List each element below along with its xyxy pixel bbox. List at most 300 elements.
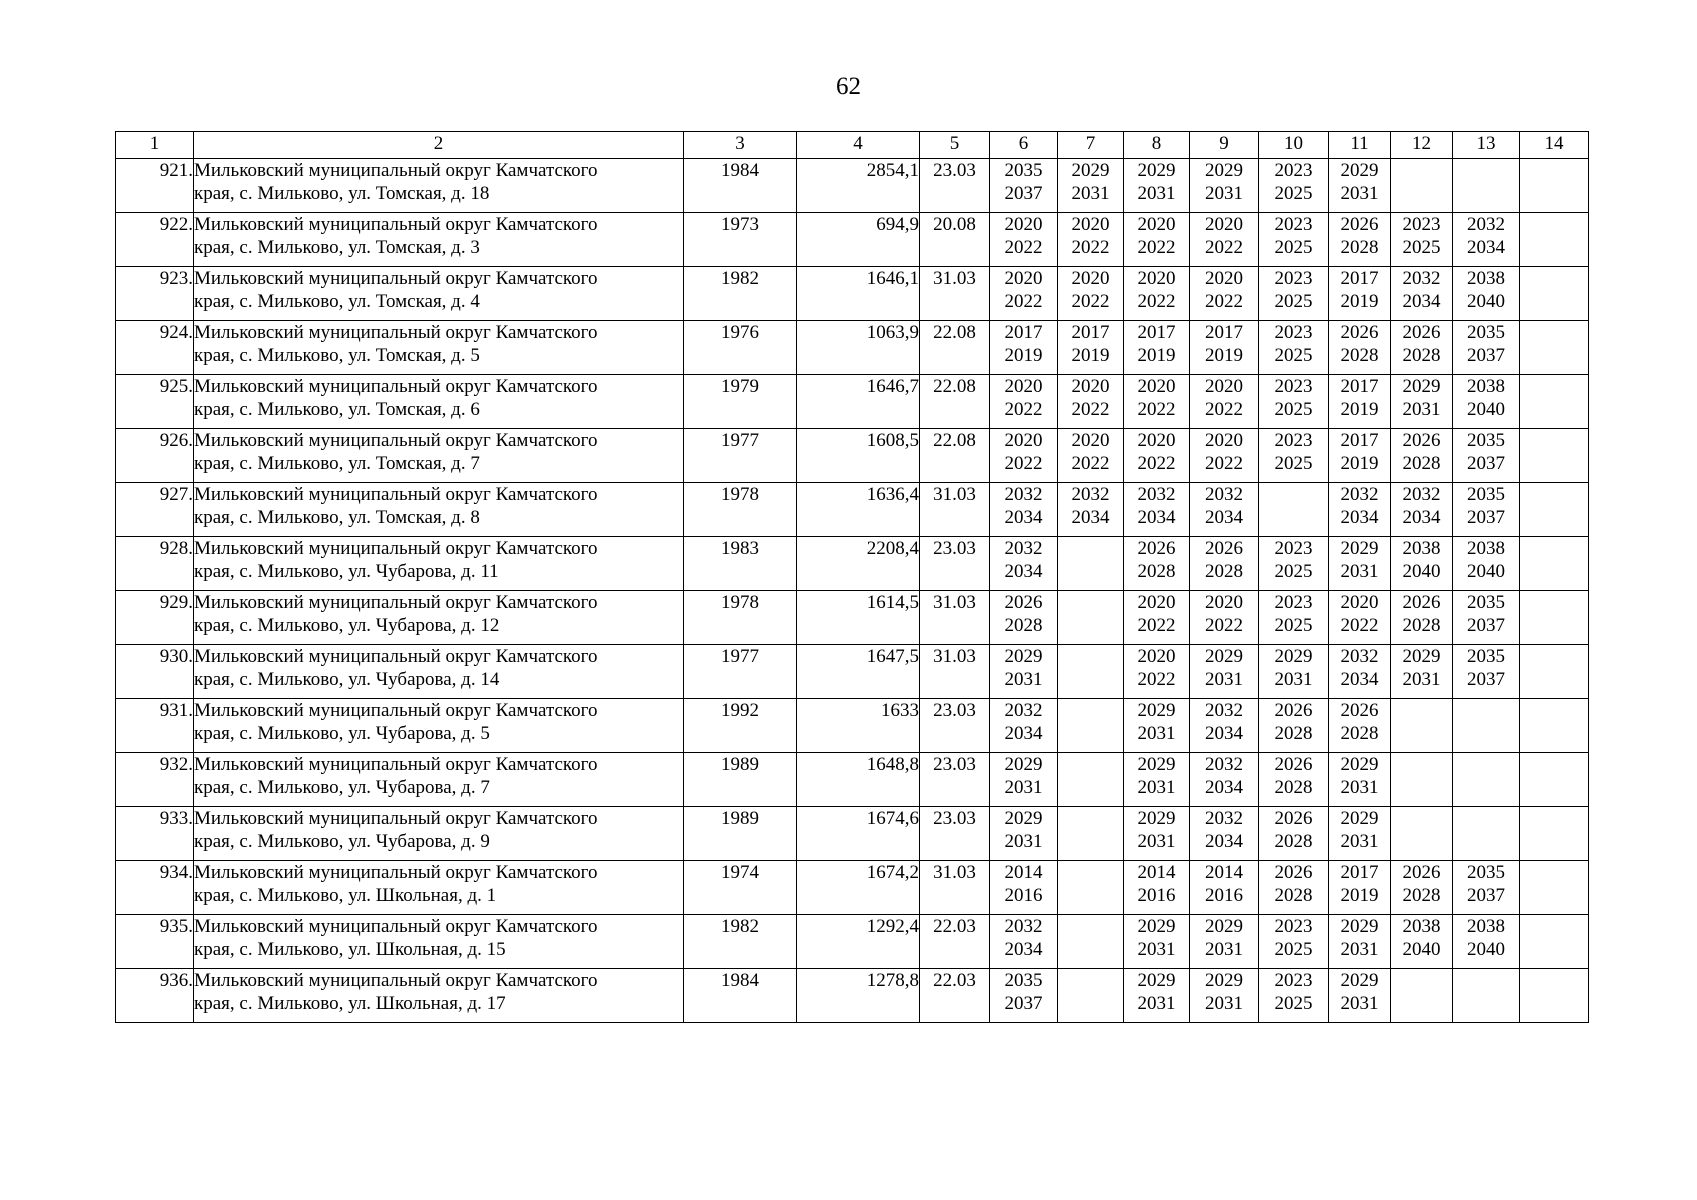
address-cell-line: края, с. Мильково, ул. Чубарова, д. 12 <box>194 615 500 636</box>
row-number-cell-line: 931. <box>159 700 193 721</box>
period-cell <box>1190 159 1259 213</box>
period-cell-line: 2029 <box>1340 538 1379 559</box>
period-cell <box>1124 483 1190 537</box>
period-cell-line: 2038 <box>1467 538 1505 559</box>
period-cell-line: 2031 <box>1402 669 1441 690</box>
period-cell-line: 2031 <box>1071 183 1110 204</box>
address-cell-line: края, с. Мильково, ул. Чубарова, д. 14 <box>194 669 500 690</box>
period-cell <box>1058 213 1124 267</box>
period-cell-line: 2034 <box>1137 507 1176 528</box>
period-cell-line: 2020 <box>1137 376 1176 397</box>
address-cell-line: Мильковский муниципальный округ Камчатского <box>194 592 598 613</box>
period-cell-line: 2026 <box>1340 700 1379 721</box>
period-cell <box>1124 699 1190 753</box>
area-cell <box>797 915 920 969</box>
period-cell-line: 2023 <box>1274 322 1313 343</box>
period-cell-line: 2035 <box>1004 970 1043 991</box>
code-cell <box>920 429 990 483</box>
period-cell-line: 2025 <box>1402 237 1441 258</box>
period-cell-line: 2031 <box>1004 777 1043 798</box>
area-cell-line: 1063,9 <box>866 322 919 343</box>
year-cell-line: 1984 <box>721 160 759 181</box>
period-cell <box>990 537 1058 591</box>
period-cell <box>1058 429 1124 483</box>
period-cell-line: 2028 <box>1274 885 1313 906</box>
table-body <box>116 159 1589 1023</box>
period-cell <box>1391 699 1453 753</box>
period-cell-line: 2026 <box>1402 322 1441 343</box>
period-cell <box>1391 915 1453 969</box>
period-cell-line: 2022 <box>1340 615 1379 636</box>
period-cell-line: 2022 <box>1004 237 1043 258</box>
period-cell-line: 2032 <box>1205 700 1243 721</box>
period-cell <box>1391 969 1453 1023</box>
period-cell-line: 2022 <box>1137 453 1176 474</box>
period-cell-line: 2031 <box>1340 831 1379 852</box>
period-cell <box>1391 321 1453 375</box>
period-cell <box>1058 591 1124 645</box>
period-cell-line: 2025 <box>1274 453 1313 474</box>
column-header: 7 <box>1058 132 1124 159</box>
period-cell-line: 2028 <box>1402 885 1441 906</box>
period-cell <box>1124 159 1190 213</box>
period-cell <box>1329 645 1391 699</box>
period-cell-line: 2032 <box>1004 700 1043 721</box>
area-cell-line: 1614,5 <box>866 592 919 613</box>
area-cell-line: 1633 <box>881 700 919 721</box>
area-cell-line: 2854,1 <box>866 160 919 181</box>
address-cell <box>194 699 684 753</box>
period-cell-line: 2035 <box>1467 430 1505 451</box>
period-cell-line: 2016 <box>1205 885 1243 906</box>
period-cell <box>1453 645 1520 699</box>
period-cell <box>1259 969 1329 1023</box>
period-cell-line: 2031 <box>1340 939 1379 960</box>
period-cell <box>1329 321 1391 375</box>
period-cell-line: 2031 <box>1340 561 1379 582</box>
year-cell-line: 1982 <box>721 268 759 289</box>
code-cell-line: 22.03 <box>933 916 976 937</box>
period-cell-line: 2032 <box>1004 484 1043 505</box>
period-cell <box>1259 645 1329 699</box>
address-cell-line: края, с. Мильково, ул. Томская, д. 7 <box>194 453 480 474</box>
period-cell <box>1453 429 1520 483</box>
period-cell-line: 2032 <box>1205 808 1243 829</box>
period-cell <box>1520 861 1589 915</box>
period-cell-line: 2029 <box>1340 916 1379 937</box>
table-row <box>116 159 1589 213</box>
period-cell <box>990 267 1058 321</box>
period-cell-line: 2035 <box>1467 862 1505 883</box>
period-cell <box>1259 375 1329 429</box>
period-cell <box>1058 969 1124 1023</box>
period-cell-line: 2034 <box>1205 777 1243 798</box>
period-cell-line: 2023 <box>1274 160 1313 181</box>
period-cell-line: 2019 <box>1340 291 1379 312</box>
period-cell-line: 2028 <box>1402 615 1441 636</box>
row-number-cell <box>116 699 194 753</box>
period-cell <box>1124 861 1190 915</box>
year-cell-line: 1989 <box>721 754 759 775</box>
period-cell-line: 2020 <box>1205 268 1243 289</box>
period-cell-line: 2019 <box>1340 399 1379 420</box>
address-cell-line: Мильковский муниципальный округ Камчатского <box>194 268 598 289</box>
period-cell <box>1190 915 1259 969</box>
period-cell-line: 2022 <box>1205 237 1243 258</box>
address-cell-line: края, с. Мильково, ул. Чубарова, д. 11 <box>194 561 499 582</box>
row-number-cell-line: 925. <box>159 376 193 397</box>
period-cell-line: 2037 <box>1467 885 1505 906</box>
address-cell-line: Мильковский муниципальный округ Камчатского <box>194 754 598 775</box>
period-cell-line: 2022 <box>1004 291 1043 312</box>
code-cell-line: 23.03 <box>933 700 976 721</box>
period-cell-line: 2029 <box>1340 808 1379 829</box>
address-cell-line: Мильковский муниципальный округ Камчатского <box>194 376 598 397</box>
period-cell <box>1124 213 1190 267</box>
code-cell-line: 22.08 <box>933 376 976 397</box>
year-cell <box>684 159 797 213</box>
address-cell <box>194 807 684 861</box>
period-cell-line: 2032 <box>1205 484 1243 505</box>
period-cell <box>1520 591 1589 645</box>
period-cell-line: 2023 <box>1274 376 1313 397</box>
period-cell-line: 2035 <box>1467 592 1505 613</box>
period-cell <box>1329 213 1391 267</box>
period-cell-line: 2034 <box>1340 507 1379 528</box>
period-cell-line: 2025 <box>1274 345 1313 366</box>
period-cell <box>1259 861 1329 915</box>
period-cell <box>1058 321 1124 375</box>
period-cell <box>1453 753 1520 807</box>
period-cell <box>1259 699 1329 753</box>
period-cell-line: 2023 <box>1274 916 1313 937</box>
period-cell <box>1520 537 1589 591</box>
row-number-cell <box>116 159 194 213</box>
row-number-cell <box>116 645 194 699</box>
table-row <box>116 645 1589 699</box>
code-cell-line: 22.03 <box>933 970 976 991</box>
period-cell <box>1124 537 1190 591</box>
period-cell <box>1190 591 1259 645</box>
period-cell-line: 2029 <box>1137 970 1176 991</box>
code-cell <box>920 807 990 861</box>
area-cell-line: 2208,4 <box>866 538 919 559</box>
address-cell-line: Мильковский муниципальный округ Камчатского <box>194 484 598 505</box>
period-cell-line: 2017 <box>1340 430 1379 451</box>
period-cell <box>1453 267 1520 321</box>
year-cell-line: 1992 <box>721 700 759 721</box>
period-cell-line: 2035 <box>1467 484 1505 505</box>
area-cell <box>797 645 920 699</box>
row-number-cell-line: 936. <box>159 970 193 991</box>
period-cell <box>1058 807 1124 861</box>
period-cell-line: 2014 <box>1205 862 1243 883</box>
row-number-cell <box>116 321 194 375</box>
period-cell-line: 2031 <box>1004 831 1043 852</box>
period-cell <box>990 159 1058 213</box>
period-cell-line: 2031 <box>1004 669 1043 690</box>
period-cell-line: 2034 <box>1071 507 1110 528</box>
period-cell-line: 2032 <box>1137 484 1176 505</box>
table-row <box>116 267 1589 321</box>
area-cell <box>797 699 920 753</box>
table-row <box>116 537 1589 591</box>
year-cell <box>684 807 797 861</box>
period-cell-line: 2037 <box>1467 507 1505 528</box>
year-cell-line: 1983 <box>721 538 759 559</box>
period-cell-line: 2040 <box>1467 561 1505 582</box>
period-cell-line: 2019 <box>1340 453 1379 474</box>
period-cell-line: 2028 <box>1340 237 1379 258</box>
period-cell <box>1520 375 1589 429</box>
row-number-cell-line: 929. <box>159 592 193 613</box>
period-cell-line: 2020 <box>1004 430 1043 451</box>
period-cell-line: 2025 <box>1274 291 1313 312</box>
period-cell <box>1190 753 1259 807</box>
table-row <box>116 483 1589 537</box>
column-header: 6 <box>990 132 1058 159</box>
period-cell-line: 2037 <box>1467 453 1505 474</box>
column-header: 12 <box>1391 132 1453 159</box>
period-cell <box>1329 591 1391 645</box>
column-header: 1 <box>116 132 194 159</box>
code-cell <box>920 375 990 429</box>
code-cell-line: 23.03 <box>933 160 976 181</box>
address-cell-line: Мильковский муниципальный округ Камчатского <box>194 322 598 343</box>
period-cell-line: 2031 <box>1137 777 1176 798</box>
row-number-cell-line: 922. <box>159 214 193 235</box>
period-cell-line: 2029 <box>1205 646 1243 667</box>
year-cell <box>684 483 797 537</box>
address-cell <box>194 375 684 429</box>
table-row <box>116 861 1589 915</box>
period-cell <box>1391 537 1453 591</box>
period-cell-line: 2031 <box>1205 183 1243 204</box>
period-cell <box>1391 753 1453 807</box>
table-row <box>116 213 1589 267</box>
row-number-cell <box>116 213 194 267</box>
code-cell-line: 23.03 <box>933 754 976 775</box>
period-cell <box>1453 375 1520 429</box>
period-cell <box>1190 267 1259 321</box>
period-cell <box>990 753 1058 807</box>
period-cell <box>1190 537 1259 591</box>
period-cell <box>1058 159 1124 213</box>
address-cell <box>194 159 684 213</box>
period-cell-line: 2029 <box>1137 754 1176 775</box>
year-cell-line: 1984 <box>721 970 759 991</box>
period-cell-line: 2022 <box>1004 453 1043 474</box>
row-number-cell <box>116 429 194 483</box>
period-cell <box>1391 591 1453 645</box>
year-cell <box>684 699 797 753</box>
period-cell <box>990 699 1058 753</box>
period-cell-line: 2020 <box>1137 430 1176 451</box>
row-number-cell-line: 923. <box>159 268 193 289</box>
address-cell-line: Мильковский муниципальный округ Камчатского <box>194 538 598 559</box>
code-cell-line: 31.03 <box>933 268 976 289</box>
area-cell-line: 1674,2 <box>866 862 919 883</box>
period-cell <box>1453 969 1520 1023</box>
period-cell <box>1453 591 1520 645</box>
period-cell-line: 2020 <box>1205 592 1243 613</box>
area-cell <box>797 483 920 537</box>
period-cell-line: 2016 <box>1004 885 1043 906</box>
period-cell-line: 2019 <box>1071 345 1110 366</box>
column-header: 11 <box>1329 132 1391 159</box>
row-number-cell-line: 926. <box>159 430 193 451</box>
code-cell <box>920 969 990 1023</box>
address-cell-line: края, с. Мильково, ул. Школьная, д. 15 <box>194 939 506 960</box>
code-cell-line: 23.03 <box>933 538 976 559</box>
period-cell <box>1124 429 1190 483</box>
period-cell-line: 2026 <box>1340 322 1379 343</box>
period-cell-line: 2022 <box>1137 669 1176 690</box>
period-cell <box>1329 537 1391 591</box>
period-cell <box>1124 321 1190 375</box>
period-cell-line: 2035 <box>1004 160 1043 181</box>
period-cell-line: 2032 <box>1004 916 1043 937</box>
period-cell-line: 2025 <box>1274 237 1313 258</box>
period-cell <box>1124 645 1190 699</box>
period-cell <box>1391 645 1453 699</box>
period-cell <box>1391 213 1453 267</box>
period-cell-line: 2025 <box>1274 561 1313 582</box>
address-cell-line: Мильковский муниципальный округ Камчатского <box>194 646 598 667</box>
period-cell <box>1190 861 1259 915</box>
code-cell <box>920 537 990 591</box>
year-cell <box>684 861 797 915</box>
code-cell <box>920 861 990 915</box>
row-number-cell <box>116 483 194 537</box>
period-cell-line: 2037 <box>1004 183 1043 204</box>
period-cell <box>1058 915 1124 969</box>
period-cell-line: 2038 <box>1402 538 1441 559</box>
period-cell <box>1329 753 1391 807</box>
period-cell-line: 2040 <box>1402 939 1441 960</box>
period-cell <box>1259 159 1329 213</box>
page-number: 62 <box>836 73 861 100</box>
period-cell-line: 2034 <box>1205 831 1243 852</box>
year-cell-line: 1979 <box>721 376 759 397</box>
period-cell-line: 2022 <box>1071 453 1110 474</box>
period-cell-line: 2038 <box>1467 268 1505 289</box>
period-cell <box>1329 159 1391 213</box>
period-cell-line: 2023 <box>1274 970 1313 991</box>
period-cell <box>1453 807 1520 861</box>
period-cell <box>1259 807 1329 861</box>
period-cell-line: 2031 <box>1205 939 1243 960</box>
period-cell-line: 2020 <box>1205 214 1243 235</box>
period-cell-line: 2019 <box>1004 345 1043 366</box>
period-cell-line: 2034 <box>1467 237 1505 258</box>
year-cell-line: 1977 <box>721 430 759 451</box>
period-cell <box>1329 861 1391 915</box>
period-cell <box>1520 915 1589 969</box>
period-cell-line: 2020 <box>1071 430 1110 451</box>
period-cell <box>1520 807 1589 861</box>
address-cell-line: края, с. Мильково, ул. Школьная, д. 17 <box>194 993 506 1014</box>
period-cell-line: 2031 <box>1340 993 1379 1014</box>
period-cell <box>1520 213 1589 267</box>
period-cell-line: 2029 <box>1137 700 1176 721</box>
period-cell-line: 2026 <box>1137 538 1176 559</box>
address-cell <box>194 429 684 483</box>
period-cell-line: 2017 <box>1205 322 1243 343</box>
table-row <box>116 753 1589 807</box>
period-cell-line: 2028 <box>1274 777 1313 798</box>
column-header: 2 <box>194 132 684 159</box>
address-cell <box>194 915 684 969</box>
period-cell-line: 2020 <box>1004 268 1043 289</box>
period-cell <box>1259 591 1329 645</box>
period-cell <box>1329 699 1391 753</box>
period-cell-line: 2019 <box>1340 885 1379 906</box>
area-cell <box>797 429 920 483</box>
period-cell-line: 2028 <box>1274 723 1313 744</box>
period-cell-line: 2029 <box>1340 754 1379 775</box>
period-cell-line: 2029 <box>1004 754 1043 775</box>
period-cell-line: 2026 <box>1402 592 1441 613</box>
column-header: 5 <box>920 132 990 159</box>
area-cell <box>797 213 920 267</box>
address-cell <box>194 861 684 915</box>
row-number-cell-line: 932. <box>159 754 193 775</box>
period-cell-line: 2026 <box>1402 430 1441 451</box>
period-cell-line: 2019 <box>1137 345 1176 366</box>
code-cell-line: 31.03 <box>933 592 976 613</box>
address-cell-line: Мильковский муниципальный округ Камчатского <box>194 808 598 829</box>
period-cell <box>1058 645 1124 699</box>
period-cell-line: 2025 <box>1274 399 1313 420</box>
period-cell-line: 2025 <box>1274 615 1313 636</box>
period-cell <box>1058 375 1124 429</box>
table-row <box>116 591 1589 645</box>
period-cell-line: 2031 <box>1274 669 1313 690</box>
address-cell-line: края, с. Мильково, ул. Томская, д. 3 <box>194 237 480 258</box>
period-cell-line: 2038 <box>1467 376 1505 397</box>
period-cell-line: 2029 <box>1340 970 1379 991</box>
address-cell <box>194 969 684 1023</box>
period-cell <box>1391 159 1453 213</box>
period-cell <box>1391 375 1453 429</box>
period-cell-line: 2026 <box>1274 700 1313 721</box>
period-cell-line: 2017 <box>1004 322 1043 343</box>
period-cell-line: 2031 <box>1340 777 1379 798</box>
period-cell-line: 2032 <box>1467 214 1505 235</box>
period-cell-line: 2020 <box>1205 376 1243 397</box>
period-cell <box>1190 483 1259 537</box>
column-header: 3 <box>684 132 797 159</box>
period-cell-line: 2031 <box>1137 831 1176 852</box>
address-cell-line: края, с. Мильково, ул. Чубарова, д. 5 <box>194 723 490 744</box>
period-cell <box>990 807 1058 861</box>
code-cell <box>920 915 990 969</box>
period-cell-line: 2026 <box>1340 214 1379 235</box>
period-cell <box>1124 807 1190 861</box>
period-cell <box>1190 969 1259 1023</box>
period-cell-line: 2022 <box>1004 399 1043 420</box>
address-cell <box>194 213 684 267</box>
period-cell-line: 2029 <box>1137 808 1176 829</box>
period-cell <box>1391 483 1453 537</box>
period-cell <box>1520 483 1589 537</box>
period-cell-line: 2034 <box>1205 507 1243 528</box>
period-cell-line: 2029 <box>1071 160 1110 181</box>
period-cell-line: 2040 <box>1402 561 1441 582</box>
code-cell-line: 31.03 <box>933 862 976 883</box>
period-cell <box>1453 321 1520 375</box>
